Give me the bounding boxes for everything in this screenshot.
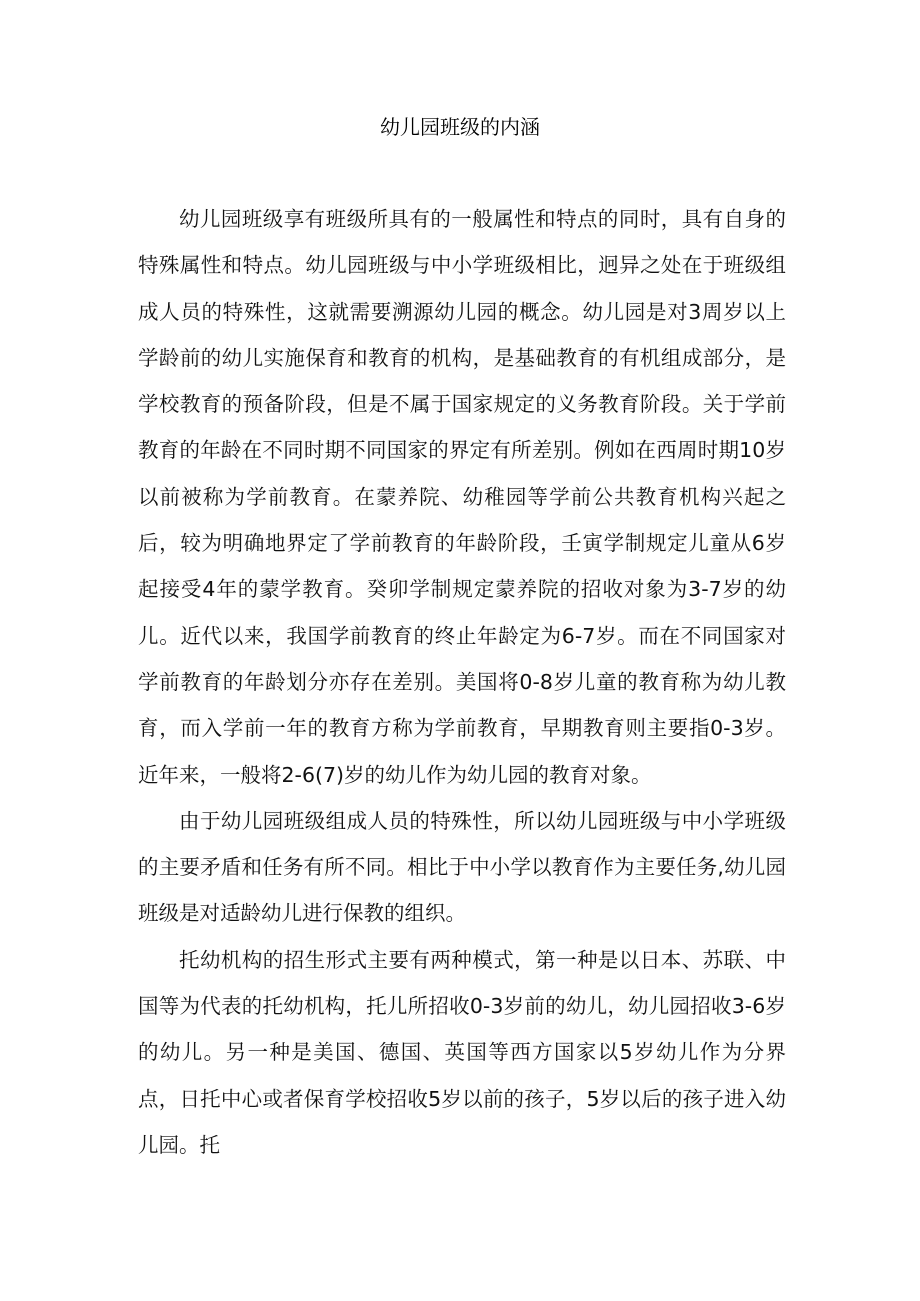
paragraph-2: 由于幼儿园班级组成人员的特殊性，所以幼儿园班级与中小学班级的主要矛盾和任务有所不同。相比于中小学以教育作为主要任务,幼儿园班级是对适龄幼儿进行保教的组织。	[138, 808, 786, 926]
document-body	[138, 196, 786, 1168]
paragraph-1: 幼儿园班级享有班级所具有的一般属性和特点的同时，具有自身的特殊属性和特点。幼儿园班级与中小学班级相比，迥异之处在于班级组成人员的特殊性，这就需要溯源幼儿园的概念。幼儿园是对3周岁以上学龄前的幼儿实施保育和教育的机构，是基础教育的有机组成部分，是学校教育的预备阶段，但是不属于国家规定的义务教育阶段。关于学前教育的年龄在不同时期不同国家的界定有所差别。例如在西周时期10岁以前被称为学前教育。在蒙养院、幼稚园等学前公共教育机构兴起之后，较为明确地界定了学前教育的年龄阶段，壬寅学制规定儿童从6岁起接受4年的蒙学教育。癸卯学制规定蒙养院的招收对象为3-7岁的幼儿。近代以来，我国学前教育的终止年龄定为6-7岁。而在不同国家对学前教育的年龄划分亦存在差别。美国将0-8岁儿童的教育称为幼儿教育，而入学前一年的教育方称为学前教育，早期教育则主要指0-3岁。近年来，一般将2-6(7)岁的幼儿作为幼儿园的教育对象。	[138, 207, 786, 787]
paragraph-3: 托幼机构的招生形式主要有两种模式，第一种是以日本、苏联、中国等为代表的托幼机构，托儿所招收0-3岁前的幼儿，幼儿园招收3-6岁的幼儿。另一种是美国、德国、英国等西方国家以5岁幼儿作为分界点，日托中心或者保育学校招收5岁以前的孩子，5岁以后的孩子进入幼儿园。托	[138, 947, 786, 1157]
document-title: 幼儿园班级的内涵	[380, 115, 540, 139]
